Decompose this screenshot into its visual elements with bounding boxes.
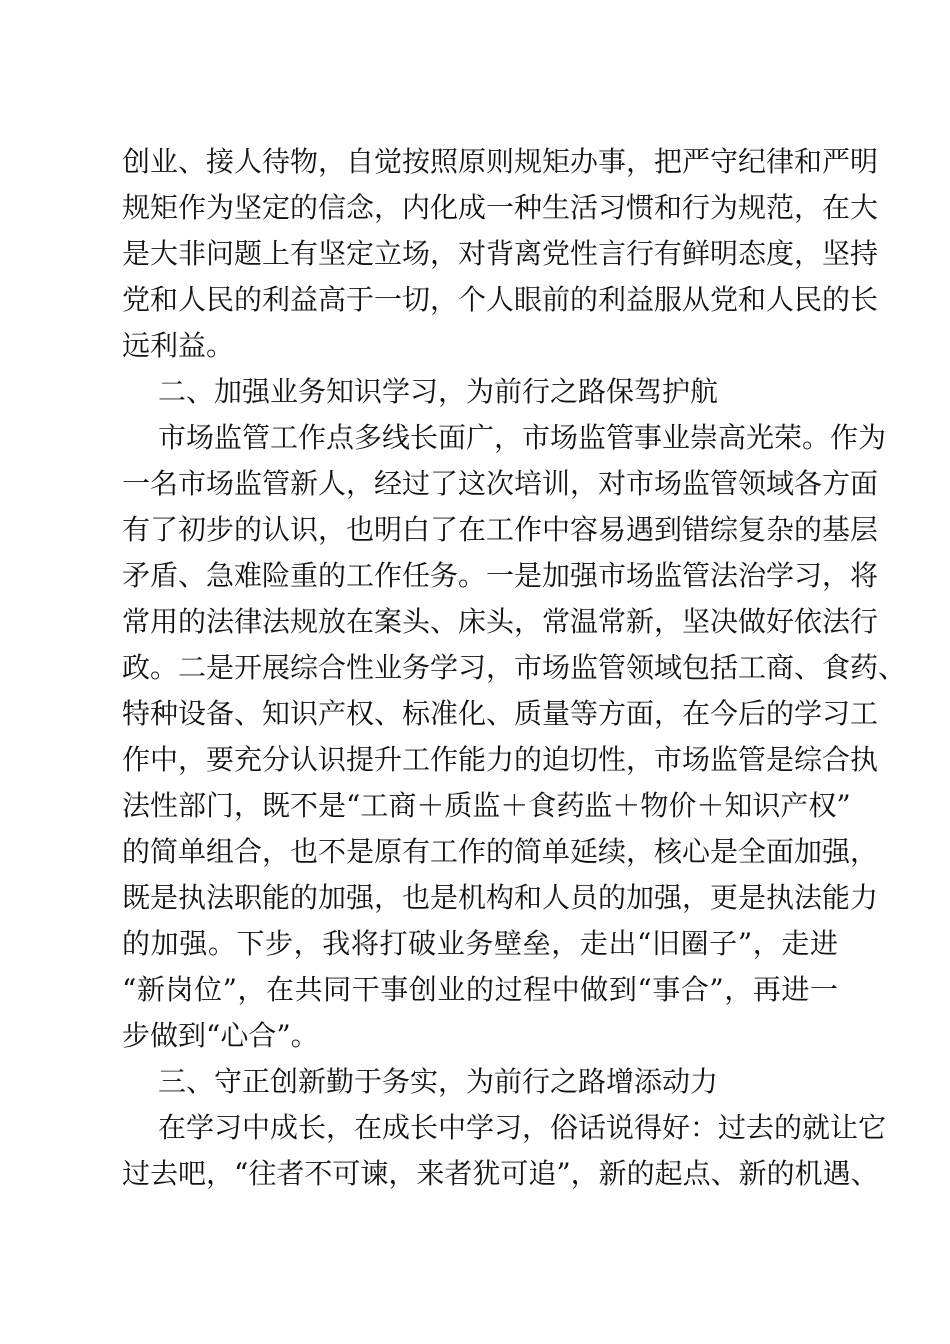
paragraph-line: 党和人民的利益高于一切，个人眼前的利益服从党和人民的长 <box>122 283 879 316</box>
paragraph-line: 法性部门，既不是“工商＋质监＋食药监＋物价＋知识产权” <box>122 789 851 822</box>
paragraph-line: 步做到“心合”。 <box>122 1019 319 1052</box>
paragraph-line: 是大非问题上有坚定立场，对背离党性言行有鲜明态度，坚持 <box>122 237 879 270</box>
paragraph-line: 的加强。下步，我将打破业务壁垒，走出“旧圈子”，走进 <box>122 927 838 960</box>
paragraph-line: 远利益。 <box>122 329 235 362</box>
paragraph-line: 有了初步的认识，也明白了在工作中容易遇到错综复杂的基层 <box>122 513 879 546</box>
paragraph-line: 创业、接人待物，自觉按照原则规矩办事，把严守纪律和严明 <box>122 145 879 178</box>
paragraph-line: 市场监管工作点多线长面广，市场监管事业崇高光荣。作为 <box>158 421 887 454</box>
paragraph-line: 作中，要充分认识提升工作能力的迫切性，市场监管是综合执 <box>122 743 879 776</box>
section-heading-3: 三、守正创新勤于务实，为前行之路增添动力 <box>158 1065 719 1098</box>
paragraph-line: 特种设备、知识产权、标准化、质量等方面，在今后的学习工 <box>122 697 879 730</box>
section-heading-2: 二、加强业务知识学习，为前行之路保驾护航 <box>158 375 719 408</box>
paragraph-line: 一名市场监管新人，经过了这次培训，对市场监管领域各方面 <box>122 467 879 500</box>
paragraph-line: 在学习中成长，在成长中学习，俗话说得好：过去的就让它 <box>158 1111 887 1144</box>
paragraph-line: 政。二是开展综合性业务学习，市场监管领域包括工商、食药、 <box>122 651 907 684</box>
paragraph-line: 既是执法职能的加强，也是机构和人员的加强，更是执法能力 <box>122 881 879 914</box>
paragraph-line: “新岗位”，在共同干事创业的过程中做到“事合”，再进一 <box>122 973 838 1006</box>
paragraph-line: 的简单组合，也不是原有工作的简单延续，核心是全面加强， <box>122 835 879 868</box>
paragraph-line: 矛盾、急难险重的工作任务。一是加强市场监管法治学习，将 <box>122 559 879 592</box>
paragraph-line: 常用的法律法规放在案头、床头，常温常新，坚决做好依法行 <box>122 605 879 638</box>
paragraph-line: 规矩作为坚定的信念，内化成一种生活习惯和行为规范，在大 <box>122 191 879 224</box>
paragraph-line: 过去吧，“往者不可谏，来者犹可追”，新的起点、新的机遇、 <box>122 1157 879 1190</box>
